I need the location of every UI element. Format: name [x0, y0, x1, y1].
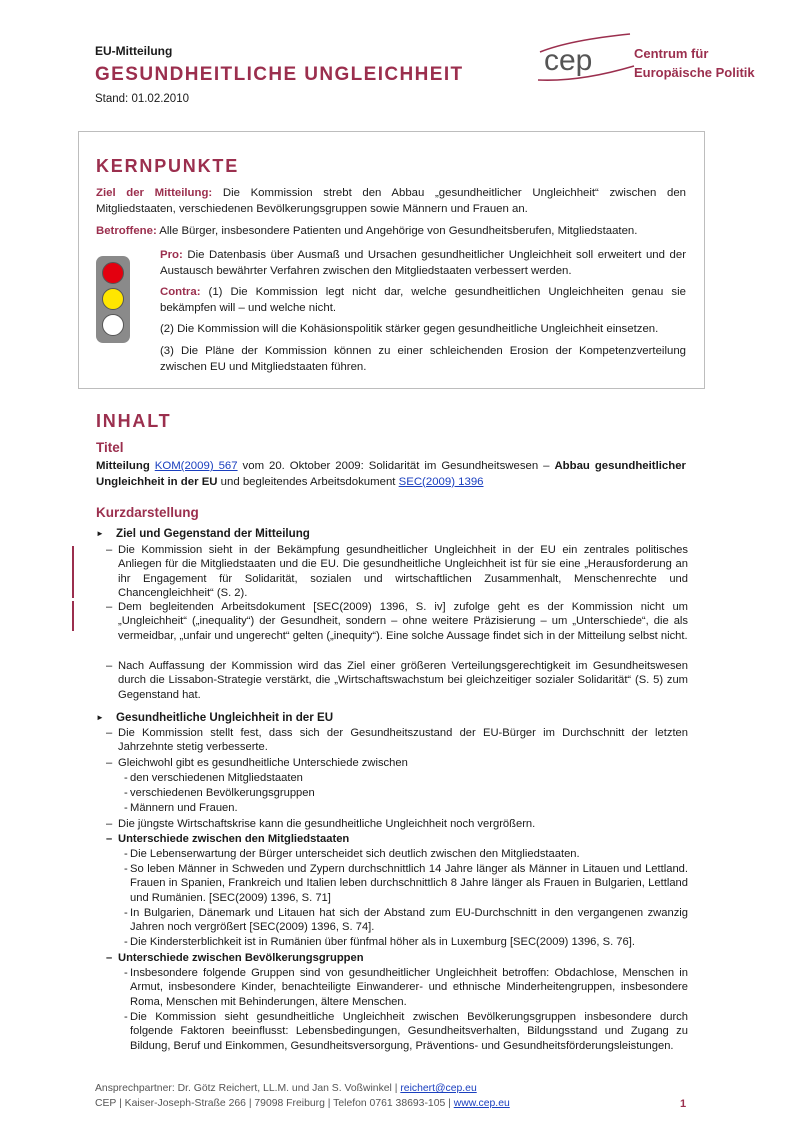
- white-lamp: [102, 314, 124, 336]
- sub-list-item: - So leben Männer in Schweden und Zypern durchschnittlich 14 Jahre länger als Männer in Litauen und Lettland. Frauen in Spanien, Frankreich und Italien leben durchschnittlich 8 Jahre länger als Frauen in Bulgarien, Lettland und Rumänien. [SEC(2009) 1396, S. 71]: [124, 863, 688, 904]
- sub-list-item: - In Bulgarien, Dänemark und Litauen hat sich der Abstand zum EU-Durchschnitt in den vergangenen zwanzig Jahren noch vergrößert [SEC(2009) 1396, S. 74].: [124, 907, 688, 934]
- triangle-bullet-icon: ►: [96, 713, 104, 722]
- email-link[interactable]: reichert@cep.eu: [400, 1083, 477, 1094]
- section-1-title-text: Ziel und Gegenstand der Mitteilung: [116, 527, 310, 540]
- contra-label: Contra:: [160, 286, 201, 298]
- affected-label: Betroffene:: [96, 225, 157, 237]
- cep-logo: [530, 30, 640, 86]
- sub-list-item: - verschiedenen Bevölkerungsgruppen: [124, 787, 315, 799]
- pro-paragraph: [160, 248, 686, 279]
- footer-address: CEP | Kaiser-Joseph-Straße 266 | 79098 Freiburg | Telefon 0761 38693-105 | www.cep.eu: [95, 1098, 510, 1109]
- contra-paragraph-1: [160, 285, 686, 316]
- page-number: 1: [680, 1098, 687, 1110]
- contra-paragraph-2: (2) Die Kommission will die Kohäsionspolitik stärker gegen gesundheitliche Ungleichheit einsetzen.: [160, 323, 659, 335]
- footer-contact: Ansprechpartner: Dr. Götz Reichert, LL.M. und Jan S. Voßwinkel | reichert@cep.eu: [95, 1083, 477, 1094]
- sub-list-item: - Männern und Frauen.: [124, 802, 238, 814]
- list-item: – Die Kommission stellt fest, dass sich der Gesundheitszustand der EU-Bürger im Durchschnitt der letzten Jahrzehnte stetig verbesserte.: [106, 727, 688, 754]
- objective-text: Die Kommission strebt den Abbau „gesundheitlicher Ungleichheit“ zwischen den Mitgliedstaaten, verschiedenen Bevölkerungsgruppen sowie Männern und Frauen an.: [96, 187, 686, 215]
- key-points-heading: KERNPUNKTE: [96, 156, 240, 176]
- org-line-2: Europäische Politik: [634, 65, 755, 80]
- title-heading: Titel: [96, 440, 124, 455]
- red-lamp: [102, 262, 124, 284]
- title-mid-text: vom 20. Oktober 2009: Solidarität im Gesundheitswesen –: [237, 460, 555, 472]
- sub-list-item: - Insbesondere folgende Gruppen sind von gesundheitlicher Ungleichheit betroffen: Obdachlose, Menschen in Armut, insbesondere Kinder, benachteiligte Einwanderer- und ethnische Minderheitengruppen, insbesondere Roma, Menschen mit Behinderungen, ältere Menschen.: [124, 967, 688, 1008]
- objective-label: Ziel der Mitteilung:: [96, 187, 213, 199]
- triangle-bullet-icon: ►: [96, 529, 104, 538]
- pro-label: Pro:: [160, 249, 183, 261]
- sub-list-item: - Die Kindersterblichkeit ist in Rumänien über fünfmal höher als in Luxemburg [SEC(2009) 1396, S. 76].: [124, 936, 635, 948]
- section-2-title: [96, 711, 334, 724]
- subsection-b-title: – Unterschiede zwischen Bevölkerungsgruppen: [106, 952, 364, 964]
- summary-heading: Kurzdarstellung: [96, 505, 199, 520]
- pro-text: Die Datenbasis über Ausmaß und Ursachen gesundheitlicher Ungleichheit soll erweitert und der Austausch bewährter Verfahren zwischen den Mitgliedstaaten verbessert werden.: [160, 249, 686, 277]
- document-type-label: EU-Mitteilung: [95, 44, 173, 58]
- title-bold-1: Mitteilung: [96, 460, 155, 472]
- affected-text: Alle Bürger, insbesondere Patienten und Angehörige von Gesundheitsberufen, Mitgliedstaaten.: [156, 225, 638, 237]
- sub-list-item: - Die Lebenserwartung der Bürger unterscheidet sich deutlich zwischen den Mitgliedstaaten.: [124, 848, 580, 860]
- objective-paragraph: [96, 186, 686, 217]
- document-title: GESUNDHEITLICHE UNGLEICHHEIT: [95, 64, 464, 85]
- content-heading: INHALT: [96, 411, 172, 431]
- yellow-lamp: [102, 288, 124, 310]
- change-bar: [72, 601, 74, 631]
- org-line-1: Centrum für: [634, 46, 709, 61]
- change-bar: [72, 546, 74, 598]
- document-date: Stand: 01.02.2010: [95, 93, 189, 105]
- sec-link[interactable]: SEC(2009) 1396: [398, 475, 484, 488]
- logo-text: cep: [544, 44, 593, 77]
- title-paragraph: [96, 459, 686, 490]
- organization-name: [634, 44, 755, 82]
- title-end-text: und begleitendes Arbeitsdokument: [217, 475, 399, 488]
- list-item: – Nach Auffassung der Kommission wird das Ziel einer größeren Verteilungsgerechtigkeit im Gesundheitswesen durch die Lissabon-Strategie verstärkt, die „Wirtschaftswachstum bei gleichzeitiger sozialer Solidarität“ (S. 5) zum Gegenstand hat.: [106, 660, 688, 701]
- sub-list-item: - den verschiedenen Mitgliedstaaten: [124, 772, 303, 784]
- contra-text-1: (1) Die Kommission legt nicht dar, welche gesundheitlichen Ungleichheiten genau sie bekämpfen will – und welche nicht.: [160, 286, 686, 314]
- affected-paragraph: [96, 224, 686, 240]
- traffic-light-icon: [96, 256, 130, 343]
- list-item: – Die jüngste Wirtschaftskrise kann die gesundheitliche Ungleichheit noch vergrößern.: [106, 818, 536, 830]
- list-item: – Gleichwohl gibt es gesundheitliche Unterschiede zwischen: [106, 757, 408, 769]
- website-link[interactable]: www.cep.eu: [453, 1098, 510, 1109]
- subsection-a-title: – Unterschiede zwischen den Mitgliedstaaten: [106, 833, 350, 845]
- sub-list-item: - Die Kommission sieht gesundheitliche Ungleichheit zwischen Bevölkerungsgruppen insbesondere durch folgende Faktoren beeinflusst: Lebensbedingungen, Gesundheitsverhalten, Bildungsstand und Zugang zu Bildung, Beruf und Einkommen, Gesundheitsversorgung, Präventions- und Gesundheitsförderungsleistungen.: [124, 1011, 688, 1052]
- list-item: – Die Kommission sieht in der Bekämpfung gesundheitlicher Ungleichheit in der EU ein zentrales politisches Anliegen für die Mitgliedstaaten und die EU. Die gesundheitliche Ungleichheit ist für sie eine „Herausforderung an ihr Engagement für Solidarität, sozialen und wirtschaftlichen Zusammenhalt, Menschenrechte und Chancengleichheit“ (S. 2).: [106, 544, 688, 599]
- list-item: – Dem begleitenden Arbeitsdokument [SEC(2009) 1396, S. iv] zufolge geht es der Kommission nicht um „Ungleichheit“ („inequality“) der Gesundheit, sondern – ohne weitere Präzisierung – um „Unterschiede“, die als vermeidbar, „unfair und ungerecht“ gelten („inequity“). Eine solche Aussage findet sich in der Mitteilung selbst nicht.: [106, 601, 688, 642]
- title-bold-2: Abbau gesundheitlicher Ungleichheit in der EU: [96, 460, 686, 488]
- contra-paragraph-3: (3) Die Pläne der Kommission können zu einer schleichenden Erosion der Kompetenzverteilung zwischen EU und Mitgliedstaaten führen.: [160, 345, 686, 373]
- section-1-title: [96, 527, 310, 540]
- section-2-title-text: Gesundheitliche Ungleichheit in der EU: [116, 711, 334, 724]
- kom-link[interactable]: KOM(2009) 567: [154, 460, 238, 472]
